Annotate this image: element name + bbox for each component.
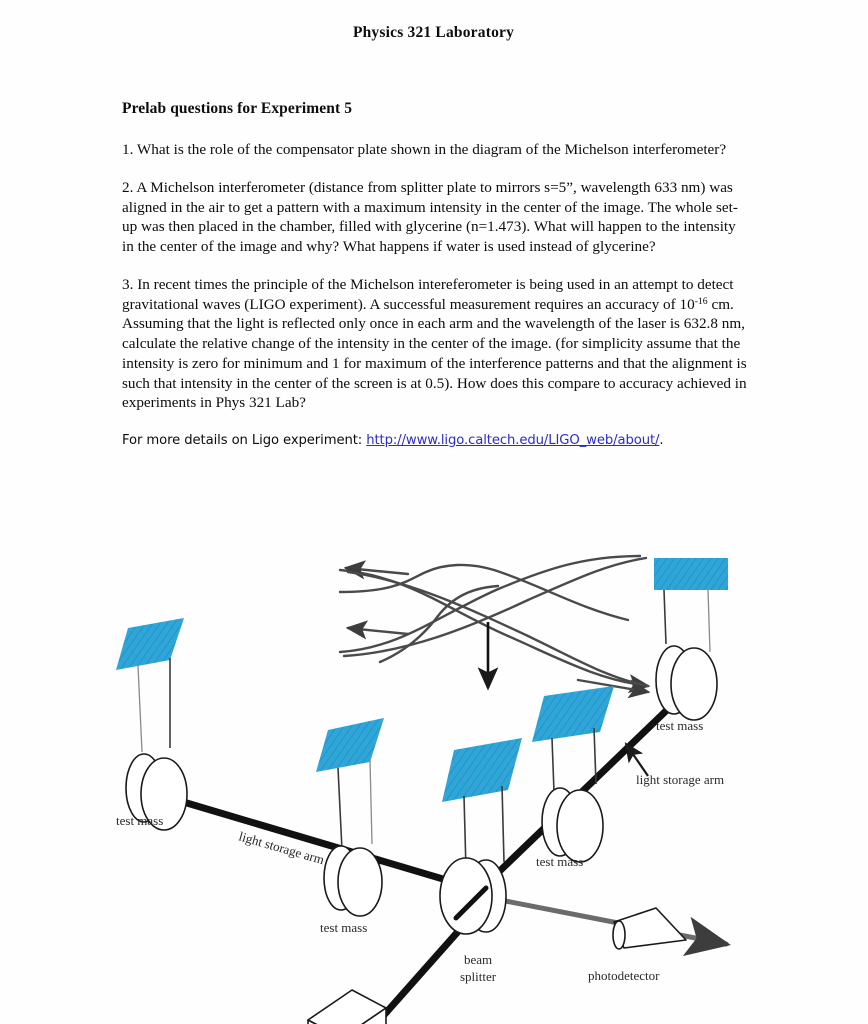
test-mass-right-lower xyxy=(542,788,603,862)
ligo-diagram xyxy=(108,540,868,984)
suspension-beam-splitter xyxy=(442,738,522,870)
question-3 xyxy=(122,275,747,413)
footer-note xyxy=(122,433,747,448)
label-test-mass-left: test mass xyxy=(116,813,164,828)
label-light-storage-arm-left: light storage arm xyxy=(237,828,326,868)
suspension-mid xyxy=(316,718,384,850)
label-beam-splitter-line1: beam xyxy=(464,952,493,967)
label-light-storage-arm-right: light storage arm xyxy=(636,772,725,787)
question-3-part-b: cm. Assuming that the light is reflected only once in each arm and the wavelength of the laser is 632.8 nm, calculate the relative change of the intensity in the center of the image. (for simplicity assume that the intensity is zero for minimum and 1 for maximum of the interference patterns and that the alignment is such that intensity in the center of the screen is at 0.5). How does this compare to accuracy achieved in experiments in Phys 321 Lab? xyxy=(122,295,747,412)
photodetector-cone xyxy=(613,908,686,949)
suspension-left xyxy=(116,618,184,752)
section-heading: Prelab questions for Experiment 5 xyxy=(122,100,353,117)
label-test-mass-right-lower: test mass xyxy=(536,854,584,869)
label-test-mass-mid: test mass xyxy=(320,920,368,935)
test-mass-right-upper xyxy=(656,646,717,720)
question-list xyxy=(122,100,747,448)
test-mass-mid xyxy=(324,846,382,916)
question-1: 1. What is the role of the compensator plate shown in the diagram of the Michelson interferometer? xyxy=(122,141,727,158)
label-photodetector: photodetector xyxy=(588,968,660,983)
footer-note-suffix: . xyxy=(659,433,664,448)
label-beam-splitter-line2: splitter xyxy=(460,969,497,984)
question-3-exponent: -16 xyxy=(694,295,708,307)
laser-box xyxy=(308,990,386,1024)
suspension-right-upper xyxy=(654,558,728,652)
beam-output xyxy=(490,898,726,944)
page-title: Physics 321 Laboratory xyxy=(352,24,515,41)
question-2: 2. A Michelson interferometer (distance from splitter plate to mirrors s=5”, wavelength 633 nm) was aligned in the air to get a pattern with a maximum intensity in the center of the image. The whole set-up was then placed in the chamber, filled with glycerine (n=1.473). What will happen to the intensity in the center of the image and why? What happens if water is used instead of glycerine? xyxy=(122,178,738,255)
ligo-about-link[interactable]: http://www.ligo.caltech.edu/LIGO_web/about/ xyxy=(366,433,660,448)
footer-note-prefix: For more details on Ligo experiment: xyxy=(122,433,367,448)
beam-splitter-optic xyxy=(440,858,506,934)
question-3-part-a: 3. In recent times the principle of the Michelson intereferometer is being used in an attempt to detect gravitational waves (LIGO experiment). A successful measurement requires an accuracy of 10 xyxy=(122,275,734,313)
gravitational-wave-cross xyxy=(344,558,648,686)
label-test-mass-right-upper: test mass xyxy=(656,718,704,733)
